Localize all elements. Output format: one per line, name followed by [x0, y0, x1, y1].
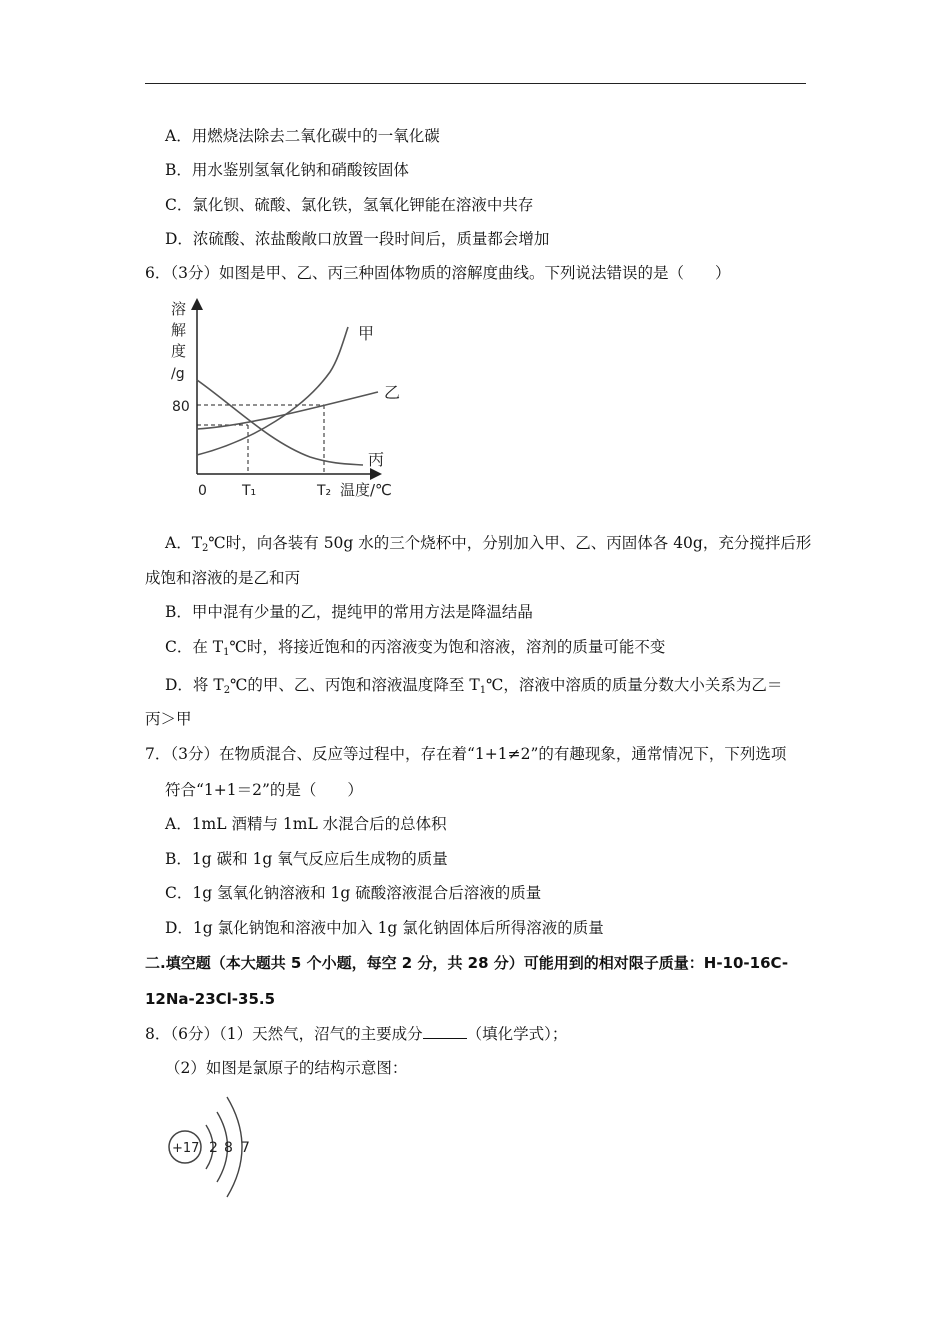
- answer-blank[interactable]: [423, 1024, 467, 1039]
- x-tick-0: 0: [198, 483, 207, 499]
- q7-stem-1: 7．（3分）在物质混合、反应等过程中，存在着“1+1≠2”的有趣现象，通常情况下，下列选项: [145, 745, 787, 763]
- q6-option-b: B．甲中混有少量的乙，提纯甲的常用方法是降温结晶: [165, 603, 533, 621]
- shell-1-electrons: 2: [209, 1140, 218, 1156]
- q6-option-a-cont: 成饱和溶液的是乙和丙: [145, 569, 301, 587]
- shell-2-electrons: 8: [224, 1140, 233, 1156]
- y-tick-80: 80: [172, 399, 190, 415]
- solubility-chart: [160, 292, 420, 507]
- q6-option-a: A．$T_2℃$时，向各装有 50g 水的三个烧杯中，分别加入甲、乙、丙固体各 40g，充分搅拌后形: [165, 534, 812, 554]
- q7-option-c: C．1g 氢氧化钠溶液和 1g 硫酸溶液混合后溶液的质量: [165, 884, 542, 902]
- q8-part1: 8．（6分）（1）天然气，沼气的主要成分 （填化学式）；: [145, 1025, 568, 1043]
- curve-bing: [197, 380, 363, 465]
- q6-stem: 6．（3分）如图是甲、乙、丙三种固体物质的溶解度曲线。下列说法错误的是（ ）: [145, 264, 731, 282]
- q7-option-a: A．1mL 酒精与 1mL 水混合后的总体积: [165, 815, 447, 833]
- section2-heading-1: 二.填空题（本大题共 5 个小题，每空 2 分，共 28 分）可能用到的相对限子质量：H-10-16C-: [145, 954, 789, 972]
- chlorine-atom-diagram: [160, 1085, 270, 1210]
- y-label-2: 解: [171, 321, 187, 339]
- y-label-4: /g: [171, 366, 185, 382]
- q5-option-a: A．用燃烧法除去二氧化碳中的一氧化碳: [165, 127, 440, 145]
- label-yi: 乙: [384, 383, 401, 402]
- section2-heading-2: 12Na-23Cl-35.5: [145, 990, 276, 1008]
- label-jia: 甲: [358, 324, 375, 343]
- q7-stem-2: 符合“1+1＝2”的是（ ）: [165, 781, 363, 799]
- q5-option-c: C．氯化钡、硫酸、氯化铁，氢氧化钾能在溶液中共存: [165, 196, 534, 214]
- label-bing: 丙: [368, 450, 385, 469]
- y-label-1: 溶: [171, 300, 187, 318]
- q7-option-d: D．1g 氯化钠饱和溶液中加入 1g 氯化钠固体后所得溶液的质量: [165, 919, 604, 937]
- q6-option-d: D．将 $T_2℃$的甲、乙、丙饱和溶液温度降至 $T_1℃$，溶液中溶质的质量分数大小关系为乙＝: [165, 676, 783, 696]
- shell-3-electrons: 7: [241, 1140, 250, 1156]
- header-rule: [145, 83, 806, 84]
- q5-option-d: D．浓硫酸、浓盐酸敞口放置一段时间后，质量都会增加: [165, 230, 550, 248]
- x-tick-t1: T₁: [242, 483, 257, 499]
- x-tick-t2: T₂: [317, 483, 332, 499]
- q5-option-b: B．用水鉴别氢氧化钠和硝酸铵固体: [165, 161, 409, 179]
- curve-jia: [197, 327, 348, 455]
- q7-option-b: B．1g 碳和 1g 氧气反应后生成物的质量: [165, 850, 448, 868]
- q6-option-c: C．在 $T_1℃$时，将接近饱和的丙溶液变为饱和溶液，溶剂的质量可能不变: [165, 638, 666, 658]
- curve-yi: [197, 392, 378, 429]
- y-label-3: 度: [171, 342, 187, 360]
- x-label: 温度/℃: [340, 481, 392, 499]
- q8-part2: （2）如图是氯原子的结构示意图：: [165, 1059, 408, 1077]
- nucleus-charge: +17: [172, 1141, 200, 1156]
- q6-option-d-cont: 丙＞甲: [145, 710, 192, 728]
